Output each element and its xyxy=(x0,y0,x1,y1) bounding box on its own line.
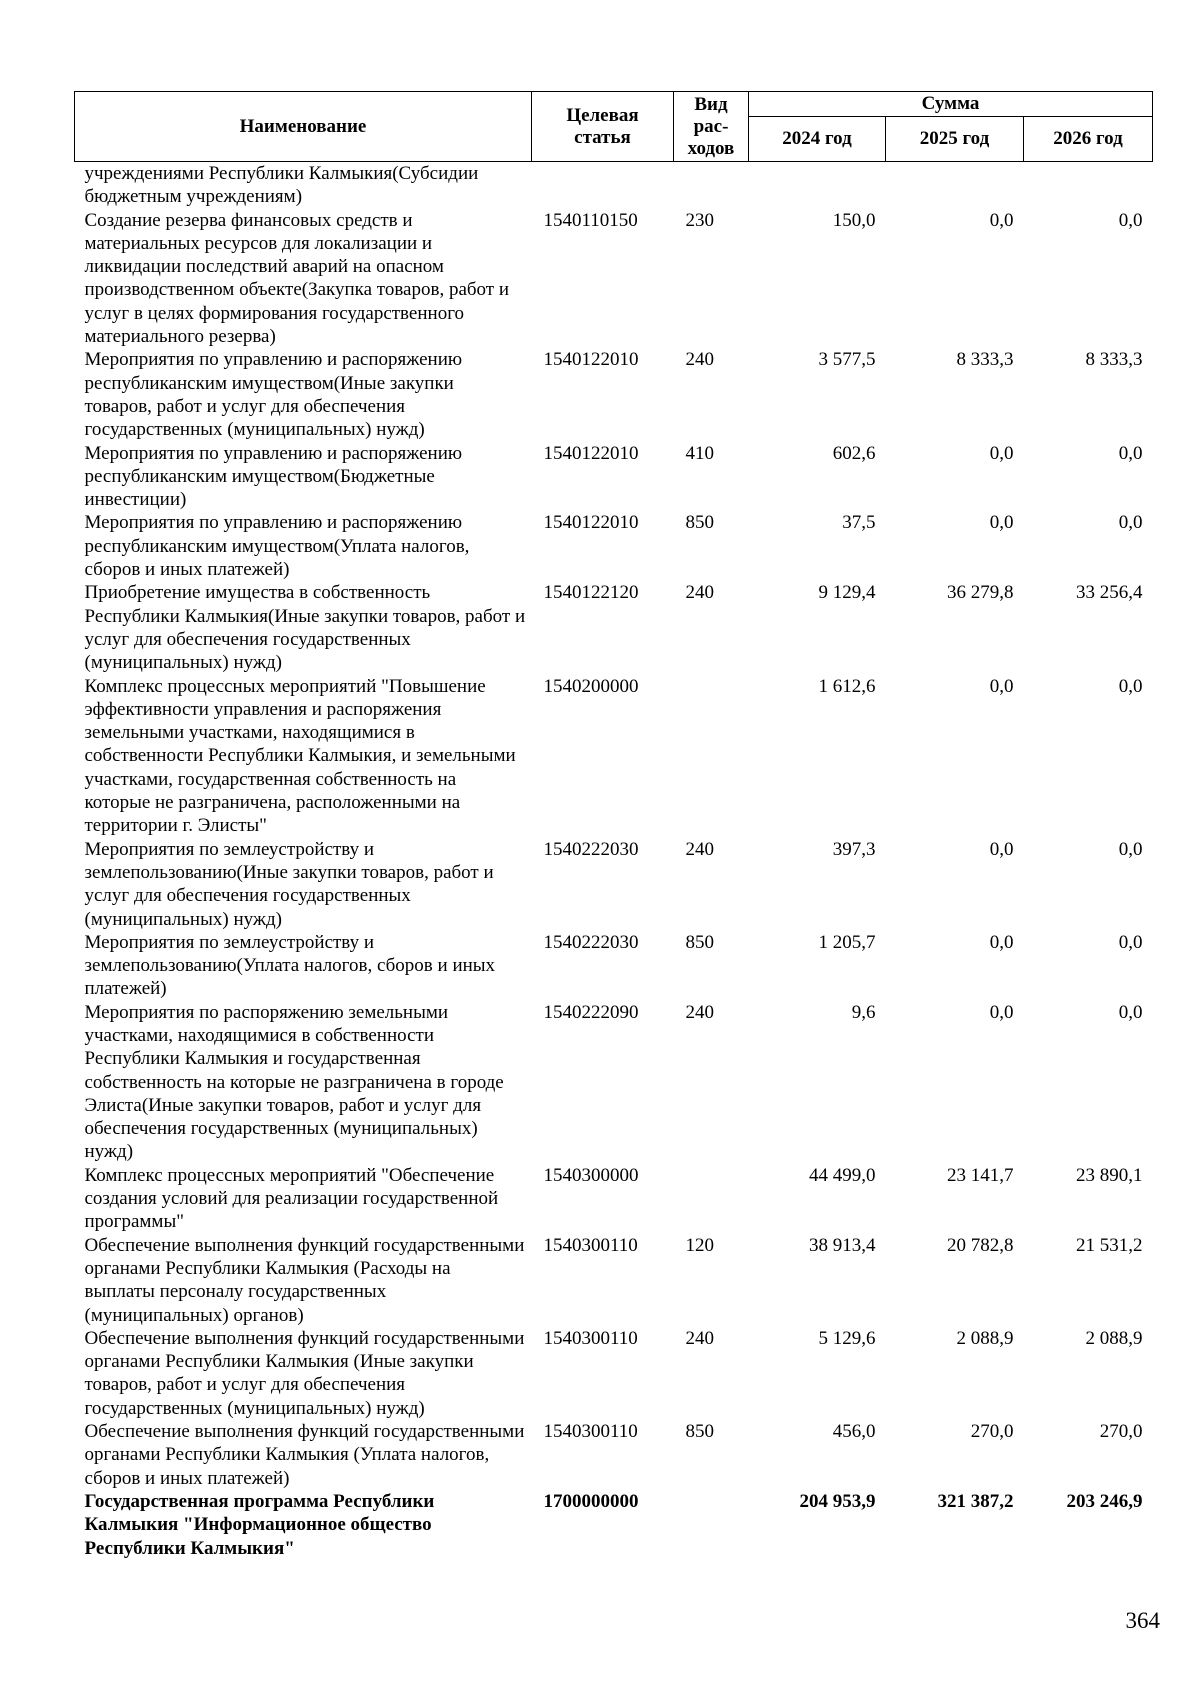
table-row xyxy=(75,209,1153,349)
row-amount-2024: 1 612,6 xyxy=(818,675,876,697)
row-code: 1540222090 xyxy=(543,1001,639,1023)
row-amount-2026: 0,0 xyxy=(1118,209,1143,231)
row-vid xyxy=(674,675,749,838)
row-amount-2026: 23 890,1 xyxy=(1076,1164,1143,1186)
row-vid: 850 xyxy=(685,512,714,534)
row-amount-2025: 23 141,7 xyxy=(947,1164,1014,1186)
header-vid: Вид рас-ходов xyxy=(674,92,749,162)
row-code: 1540222030 xyxy=(543,931,639,953)
row-vid: 120 xyxy=(685,1234,714,1256)
row-name: Обеспечение выполнения функций государственными органами Республики Калмыкия (Иные закупки товаров, работ и услуг для обеспечения государственных (муниципальных) нужд) xyxy=(84,1327,525,1419)
row-amount-2025: 20 782,8 xyxy=(947,1234,1014,1256)
row-name: Мероприятия по управлению и распоряжению республиканским имуществом(Бюджетные инвестиции) xyxy=(84,442,463,511)
row-name: Мероприятия по управлению и распоряжению республиканским имуществом(Иные закупки товаров, работ и услуг для обеспечения государственных (муниципальных) нужд) xyxy=(84,349,463,441)
row-vid: 240 xyxy=(685,349,714,371)
row-amount-2024: 150,0 xyxy=(832,209,876,231)
row-amount-2025: 270,0 xyxy=(970,1421,1014,1443)
row-vid: 230 xyxy=(685,209,714,231)
row-name: Приобретение имущества в собственность Республики Калмыкия(Иные закупки товаров, работ и услуг для обеспечения государственных (муниципальных) нужд) xyxy=(84,582,526,674)
row-code: 1540300110 xyxy=(543,1234,638,1256)
row-amount-2026: 270,0 xyxy=(1099,1421,1143,1443)
row-name: Создание резерва финансовых средств и материальных ресурсов для локализации и ликвидации последствий аварий на опасном производственном объекте(Закупка товаров, работ и услуг в целях формирования государственного материального резерва) xyxy=(84,209,510,348)
row-vid xyxy=(674,1164,749,1234)
budget-table xyxy=(74,91,1153,1560)
row-amount-2024: 1 205,7 xyxy=(818,931,876,953)
row-vid xyxy=(674,1490,749,1560)
row-amount-2024: 37,5 xyxy=(842,512,876,534)
table-row xyxy=(75,675,1153,838)
table-row xyxy=(75,348,1153,441)
row-amount-2025: 0,0 xyxy=(989,838,1014,860)
row-amount-2025: 0,0 xyxy=(989,442,1014,464)
row-name: Обеспечение выполнения функций государственными органами Республики Калмыкия (Уплата налогов, сборов и иных платежей) xyxy=(84,1421,525,1489)
row-amount-2024: 9 129,4 xyxy=(818,582,876,604)
table-body xyxy=(75,162,1153,1560)
table-row xyxy=(75,1234,1153,1327)
row-amount-2024: 3 577,5 xyxy=(818,349,876,371)
header-code: Целевая статья xyxy=(532,92,674,162)
row-vid xyxy=(674,162,749,209)
row-name: Обеспечение выполнения функций государственными органами Республики Калмыкия (Расходы на выплаты персоналу государственных (муниципальных) органов) xyxy=(84,1234,525,1326)
budget-table-page xyxy=(74,91,1152,1560)
row-name: Комплекс процессных мероприятий "Повышение эффективности управления и распоряжения земельными участками, находящимися в собственности Республики Калмыкия, и земельными участками, государственная собственность на которые не разграничена, расположенными на территории г. Элисты" xyxy=(84,675,516,837)
row-vid: 410 xyxy=(685,442,714,464)
table-row xyxy=(75,1420,1153,1490)
row-amount-2026: 0,0 xyxy=(1118,838,1143,860)
row-amount-2026: 0,0 xyxy=(1118,442,1143,464)
row-code: 1540122120 xyxy=(543,582,639,604)
row-name: Мероприятия по распоряжению земельными участками, находящимися в собственности Республики Калмыкия и государственная собственность на которые не разграничена в городе Элиста(Иные закупки товаров, работ и услуг для обеспечения государственных (муниципальных) нужд) xyxy=(84,1001,504,1163)
row-amount-2025: 0,0 xyxy=(989,675,1014,697)
row-vid: 240 xyxy=(685,1327,714,1349)
header-sum: Сумма xyxy=(749,92,1153,117)
row-code: 1540300000 xyxy=(543,1164,639,1186)
row-amount-2026: 0,0 xyxy=(1118,675,1143,697)
table-row xyxy=(75,931,1153,1001)
row-code: 1540122010 xyxy=(543,442,639,464)
row-name: Мероприятия по управлению и распоряжению республиканским имуществом(Уплата налогов, сборов и иных платежей) xyxy=(84,512,470,581)
row-vid: 240 xyxy=(685,582,714,604)
row-code: 1540200000 xyxy=(543,675,639,697)
row-amount-2025: 0,0 xyxy=(989,1001,1014,1023)
row-amount-2024 xyxy=(749,162,886,209)
row-amount-2024: 602,6 xyxy=(832,442,876,464)
row-amount-2024: 397,3 xyxy=(832,838,876,860)
row-vid: 850 xyxy=(685,931,714,953)
table-row xyxy=(75,162,1153,209)
row-vid: 850 xyxy=(685,1421,714,1443)
row-amount-2026: 33 256,4 xyxy=(1076,582,1143,604)
row-code: 1540300110 xyxy=(543,1327,638,1349)
table-row xyxy=(75,1001,1153,1164)
row-amount-2026: 0,0 xyxy=(1118,512,1143,534)
row-amount-2025 xyxy=(886,162,1024,209)
page-number: 364 xyxy=(1125,1608,1160,1633)
row-amount-2024: 5 129,6 xyxy=(818,1327,876,1349)
row-amount-2025: 8 333,3 xyxy=(956,349,1014,371)
row-amount-2026: 8 333,3 xyxy=(1085,349,1143,371)
row-amount-2026: 2 088,9 xyxy=(1085,1327,1143,1349)
row-code: 1540222030 xyxy=(543,838,639,860)
row-code: 1540300110 xyxy=(543,1421,638,1443)
row-name: Мероприятия по землеустройству и землепользованию(Уплата налогов, сборов и иных платежей) xyxy=(84,931,496,1000)
row-amount-2026: 0,0 xyxy=(1118,931,1143,953)
row-code: 1540110150 xyxy=(543,209,638,231)
table-row xyxy=(75,1490,1153,1560)
row-amount-2025: 36 279,8 xyxy=(947,582,1014,604)
row-amount-2025: 2 088,9 xyxy=(956,1327,1014,1349)
row-amount-2024: 44 499,0 xyxy=(809,1164,876,1186)
table-row xyxy=(75,511,1153,581)
row-name: учреждениями Республики Калмыкия(Субсидии бюджетным учреждениям) xyxy=(84,163,479,208)
row-amount-2025: 0,0 xyxy=(989,209,1014,231)
row-code xyxy=(532,162,674,209)
row-vid: 240 xyxy=(685,838,714,860)
header-name: Наименование xyxy=(75,92,532,162)
row-amount-2024: 9,6 xyxy=(851,1001,876,1023)
row-amount-2026: 203 246,9 xyxy=(1066,1490,1143,1512)
row-amount-2025: 0,0 xyxy=(989,512,1014,534)
row-code: 1540122010 xyxy=(543,512,639,534)
row-amount-2026 xyxy=(1024,162,1153,209)
row-code: 1540122010 xyxy=(543,349,639,371)
row-amount-2026: 21 531,2 xyxy=(1076,1234,1143,1256)
table-row xyxy=(75,838,1153,931)
row-amount-2024: 204 953,9 xyxy=(799,1490,876,1512)
table-row xyxy=(75,581,1153,674)
header-year-2024: 2024 год xyxy=(749,117,886,162)
row-vid: 240 xyxy=(685,1001,714,1023)
table-row xyxy=(75,442,1153,512)
row-amount-2025: 0,0 xyxy=(989,931,1014,953)
row-amount-2024: 456,0 xyxy=(832,1421,876,1443)
header-year-2026: 2026 год xyxy=(1024,117,1153,162)
row-name: Государственная программа Республики Калмыкия "Информационное общество Республики Калмыкия" xyxy=(84,1490,435,1559)
row-code: 1700000000 xyxy=(543,1490,639,1512)
table-header xyxy=(75,92,1153,162)
row-amount-2024: 38 913,4 xyxy=(809,1234,876,1256)
table-row xyxy=(75,1327,1153,1420)
header-year-2025: 2025 год xyxy=(886,117,1024,162)
table-row xyxy=(75,1164,1153,1234)
row-name: Комплекс процессных мероприятий "Обеспечение создания условий для реализации государственной программы" xyxy=(84,1164,499,1233)
row-amount-2025: 321 387,2 xyxy=(937,1490,1014,1512)
row-amount-2026: 0,0 xyxy=(1118,1001,1143,1023)
row-name: Мероприятия по землеустройству и землепользованию(Иные закупки товаров, работ и услуг для обеспечения государственных (муниципальных) нужд) xyxy=(84,838,494,930)
